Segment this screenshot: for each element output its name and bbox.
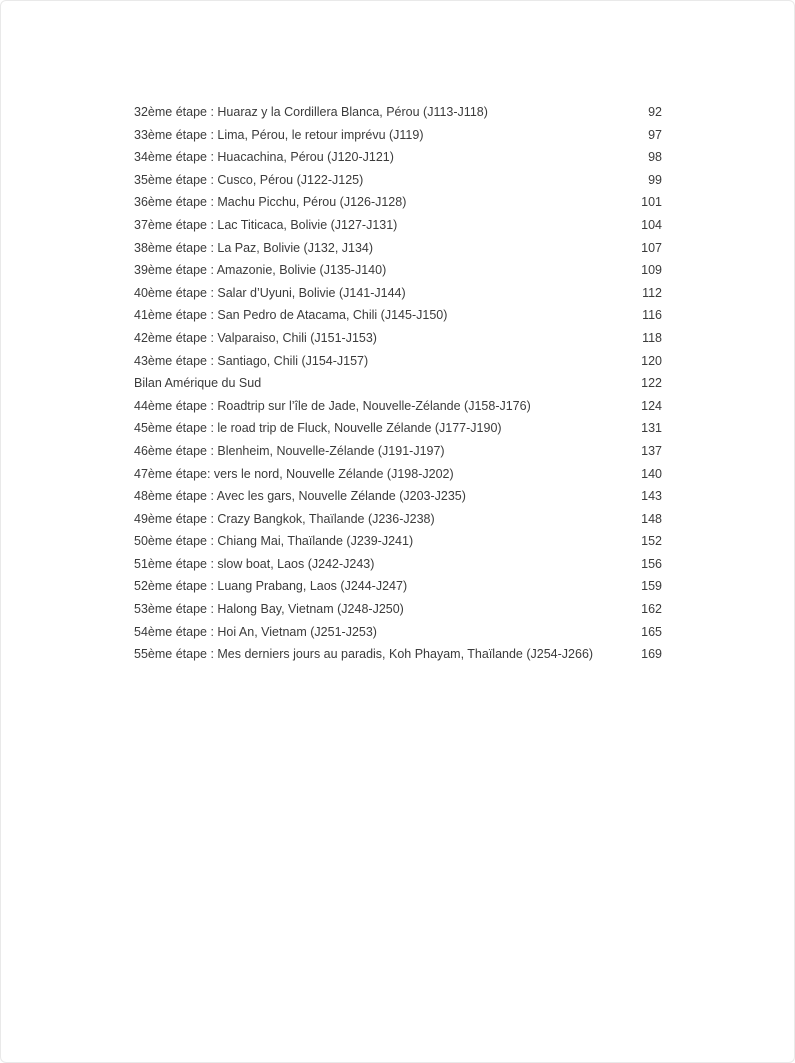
toc-dot-leader bbox=[383, 329, 640, 342]
toc-dot-leader bbox=[508, 420, 640, 433]
toc-entry-page: 101 bbox=[641, 195, 662, 210]
toc-entry-page: 118 bbox=[642, 330, 662, 345]
toc-dot-leader bbox=[379, 239, 639, 252]
toc-entry-title: 33ème étape : Lima, Pérou, le retour imprévu (J119) bbox=[134, 127, 424, 142]
toc-dot-leader bbox=[380, 555, 639, 568]
toc-entry bbox=[134, 169, 662, 192]
toc-dot-leader bbox=[400, 149, 646, 162]
toc-list bbox=[1, 1, 794, 666]
toc-entry bbox=[134, 598, 662, 621]
toc-dot-leader bbox=[494, 104, 646, 117]
toc-entry bbox=[134, 575, 662, 598]
toc-entry-page: 109 bbox=[641, 263, 662, 278]
toc-dot-leader bbox=[392, 262, 639, 275]
toc-entry-page: 148 bbox=[641, 511, 662, 526]
toc-entry-page: 159 bbox=[641, 579, 662, 594]
toc-entry bbox=[134, 282, 662, 305]
toc-entry-title: 40ème étape : Salar d’Uyuni, Bolivie (J141-J144) bbox=[134, 285, 406, 300]
toc-entry bbox=[134, 530, 662, 553]
toc-dot-leader bbox=[472, 488, 639, 501]
toc-dot-leader bbox=[412, 284, 640, 297]
toc-entry bbox=[134, 643, 662, 666]
toc-dot-leader bbox=[599, 646, 639, 659]
toc-dot-leader bbox=[460, 465, 640, 478]
toc-entry-page: 162 bbox=[641, 602, 662, 617]
toc-entry bbox=[134, 237, 662, 260]
toc-entry-title: 35ème étape : Cusco, Pérou (J122-J125) bbox=[134, 172, 364, 187]
toc-entry bbox=[134, 417, 662, 440]
toc-entry-title: 32ème étape : Huaraz y la Cordillera Blanca, Pérou (J113-J118) bbox=[134, 105, 488, 119]
toc-entry bbox=[134, 508, 662, 531]
toc-entry-page: 92 bbox=[648, 105, 662, 119]
toc-entry bbox=[134, 485, 662, 508]
toc-entry-title: 54ème étape : Hoi An, Vietnam (J251-J253) bbox=[134, 624, 377, 639]
toc-dot-leader bbox=[430, 126, 647, 139]
toc-dot-leader bbox=[413, 578, 639, 591]
toc-entry-page: 116 bbox=[642, 308, 662, 323]
toc-entry bbox=[134, 440, 662, 463]
toc-entry-title: 48ème étape : Avec les gars, Nouvelle Zélande (J203-J235) bbox=[134, 489, 466, 504]
toc-dot-leader bbox=[451, 442, 640, 455]
toc-entry-title: Bilan Amérique du Sud bbox=[134, 376, 262, 391]
toc-dot-leader bbox=[403, 216, 639, 229]
toc-entry-page: 122 bbox=[641, 376, 662, 391]
toc-entry-title: 38ème étape : La Paz, Bolivie (J132, J134) bbox=[134, 240, 374, 255]
toc-entry-title: 34ème étape : Huacachina, Pérou (J120-J121) bbox=[134, 150, 394, 165]
toc-entry-page: 120 bbox=[641, 353, 662, 368]
toc-entry-page: 107 bbox=[641, 240, 662, 255]
toc-entry-page: 131 bbox=[641, 421, 662, 436]
toc-entry bbox=[134, 463, 662, 486]
toc-entry-page: 143 bbox=[641, 489, 662, 504]
toc-entry-title: 49ème étape : Crazy Bangkok, Thaïlande (J236-J238) bbox=[134, 511, 435, 526]
toc-entry-page: 140 bbox=[641, 466, 662, 481]
toc-entry-page: 104 bbox=[641, 217, 662, 232]
toc-dot-leader bbox=[410, 601, 639, 614]
toc-entry-title: 55ème étape : Mes derniers jours au paradis, Koh Phayam, Thaïlande (J254-J266) bbox=[134, 647, 594, 662]
toc-entry-title: 36ème étape : Machu Picchu, Pérou (J126-J128) bbox=[134, 195, 407, 210]
toc-entry-page: 137 bbox=[641, 443, 662, 458]
toc-entry bbox=[134, 372, 662, 395]
toc-dot-leader bbox=[441, 510, 639, 523]
toc-entry bbox=[134, 327, 662, 350]
toc-entry-title: 43ème étape : Santiago, Chili (J154-J157) bbox=[134, 353, 369, 368]
toc-entry-title: 51ème étape : slow boat, Laos (J242-J243) bbox=[134, 556, 375, 571]
toc-entry-title: 52ème étape : Luang Prabang, Laos (J244-J247) bbox=[134, 579, 408, 594]
toc-entry-page: 124 bbox=[641, 398, 662, 413]
toc-entry-page: 99 bbox=[648, 172, 662, 187]
toc-dot-leader bbox=[453, 307, 640, 320]
toc-dot-leader bbox=[412, 194, 639, 207]
toc-entry bbox=[134, 259, 662, 282]
toc-entry bbox=[134, 621, 662, 644]
toc-dot-leader bbox=[537, 397, 639, 410]
toc-entry-title: 37ème étape : Lac Titicaca, Bolivie (J127-J131) bbox=[134, 217, 398, 232]
toc-entry bbox=[134, 101, 662, 124]
toc-entry-title: 46ème étape : Blenheim, Nouvelle-Zélande (J191-J197) bbox=[134, 443, 445, 458]
toc-entry bbox=[134, 191, 662, 214]
toc-entry bbox=[134, 146, 662, 169]
toc-entry-title: 47ème étape: vers le nord, Nouvelle Zélande (J198-J202) bbox=[134, 466, 454, 481]
toc-entry bbox=[134, 304, 662, 327]
toc-entry bbox=[134, 214, 662, 237]
toc-dot-leader bbox=[267, 375, 639, 388]
toc-entry-page: 169 bbox=[641, 647, 662, 662]
toc-entry-page: 156 bbox=[641, 556, 662, 571]
toc-entry-page: 112 bbox=[642, 285, 662, 300]
toc-dot-leader bbox=[369, 171, 646, 184]
toc-entry-title: 53ème étape : Halong Bay, Vietnam (J248-J250) bbox=[134, 602, 404, 617]
toc-entry-title: 42ème étape : Valparaiso, Chili (J151-J153) bbox=[134, 330, 377, 345]
toc-entry-title: 39ème étape : Amazonie, Bolivie (J135-J140) bbox=[134, 263, 387, 278]
toc-entry-page: 98 bbox=[648, 150, 662, 165]
toc-entry bbox=[134, 553, 662, 576]
toc-dot-leader bbox=[383, 623, 639, 636]
toc-entry-page: 165 bbox=[641, 624, 662, 639]
toc-entry-title: 45ème étape : le road trip de Fluck, Nouvelle Zélande (J177-J190) bbox=[134, 421, 502, 436]
toc-entry-title: 50ème étape : Chiang Mai, Thaïlande (J239-J241) bbox=[134, 534, 414, 549]
toc-entry-title: 41ème étape : San Pedro de Atacama, Chili (J145-J150) bbox=[134, 308, 448, 323]
toc-entry bbox=[134, 124, 662, 147]
toc-entry-page: 152 bbox=[641, 534, 662, 549]
toc-entry bbox=[134, 350, 662, 373]
toc-dot-leader bbox=[419, 533, 639, 546]
toc-entry-title: 44ème étape : Roadtrip sur l’île de Jade, Nouvelle-Zélande (J158-J176) bbox=[134, 398, 531, 413]
toc-entry-page: 97 bbox=[648, 127, 662, 142]
toc-dot-leader bbox=[374, 352, 639, 365]
toc-entry bbox=[134, 395, 662, 418]
